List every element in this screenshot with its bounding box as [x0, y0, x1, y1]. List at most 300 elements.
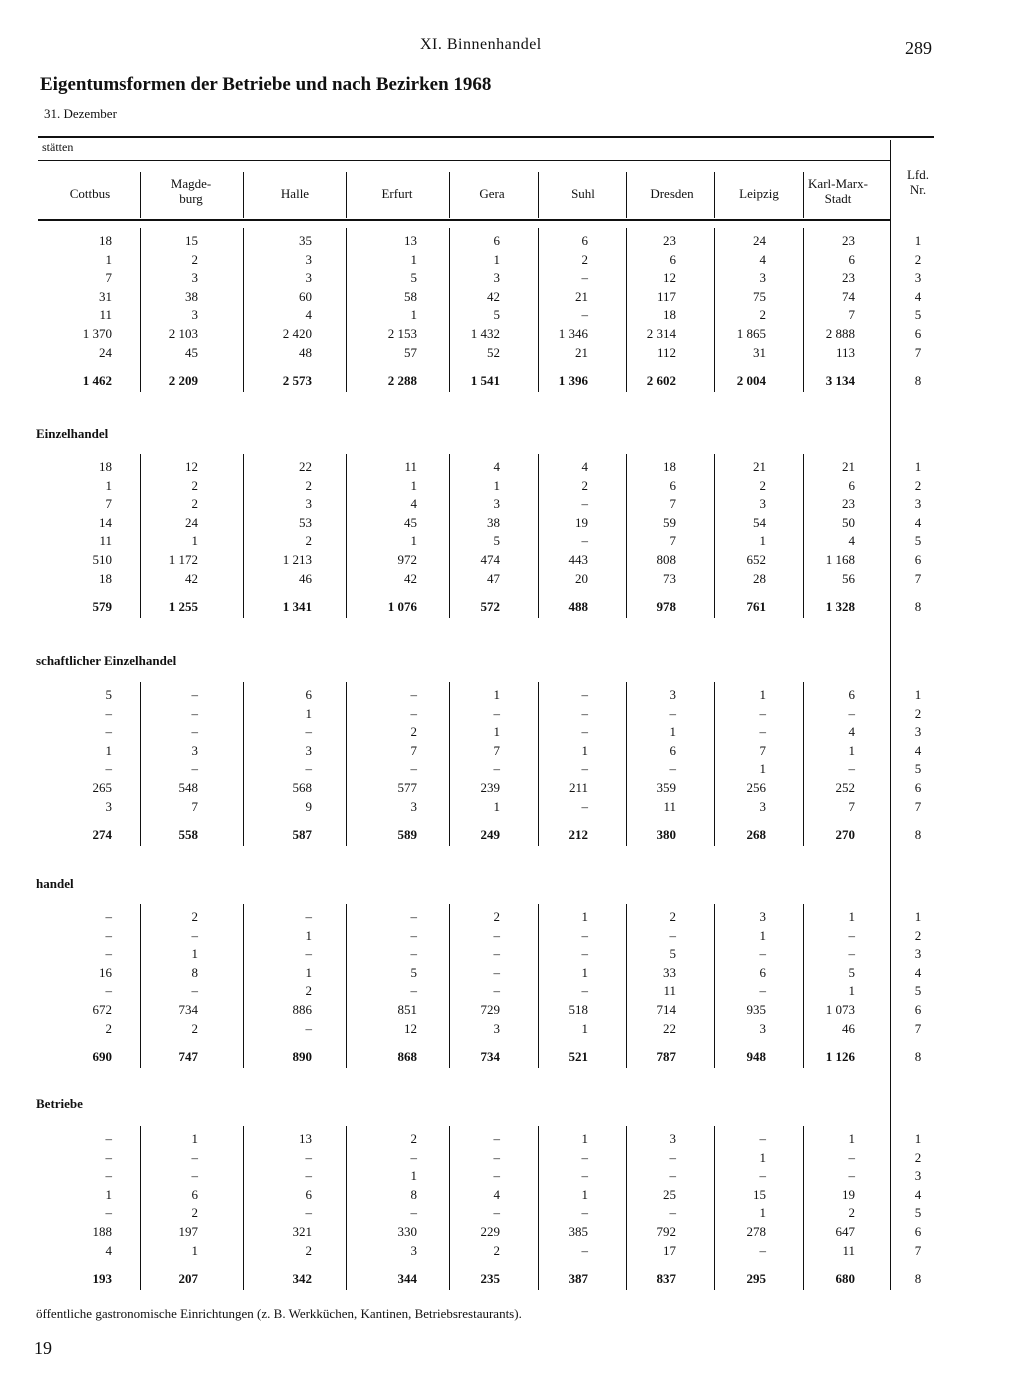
total-cell: 1 541 — [470, 373, 500, 389]
table-cell: 11 — [99, 307, 112, 323]
table-cell: 3 — [759, 909, 766, 924]
table-cell: 4 — [848, 724, 855, 740]
table-cell: 4 — [305, 307, 312, 323]
total-cell: 1 255 — [168, 599, 198, 615]
table-cell: 3 — [191, 270, 198, 286]
table-cell: – — [191, 761, 198, 777]
table-cell: – — [105, 983, 112, 999]
table-cell: 7 — [105, 270, 112, 286]
table-cell: – — [105, 705, 112, 721]
total-cell: 193 — [92, 1271, 112, 1287]
table-cell: 21 — [753, 459, 766, 474]
table-cell: – — [105, 761, 112, 777]
table-cell: 3 — [914, 496, 922, 512]
table-cell: 6 — [493, 233, 500, 248]
table-cell: 13 — [299, 1131, 312, 1146]
table-cell: 1 — [581, 1131, 588, 1146]
table-cell: 12 — [663, 270, 676, 286]
table-cell: 3 — [305, 496, 312, 512]
table-cell: – — [493, 983, 500, 999]
table-cell: 50 — [842, 514, 855, 530]
total-cell: 589 — [397, 827, 417, 843]
table-cell: 7 — [914, 1242, 922, 1258]
table-cell: 5 — [410, 270, 417, 286]
table-cell: 14 — [99, 514, 112, 530]
table-cell: 6 — [669, 477, 676, 493]
table-cell: 1 — [493, 687, 500, 702]
footer-page-number: 19 — [34, 1338, 52, 1358]
table-cell: – — [581, 705, 588, 721]
table-cell: 197 — [178, 1224, 198, 1239]
table-cell: 5 — [105, 687, 112, 702]
total-cell: 249 — [480, 827, 500, 843]
table-cell: 6 — [191, 1186, 198, 1202]
table-cell: 792 — [656, 1224, 676, 1239]
table-cell: 59 — [663, 514, 676, 530]
table-cell: – — [759, 983, 766, 999]
table-cell: 1 — [105, 477, 112, 493]
table-cell: 75 — [753, 288, 766, 304]
table-cell: 1 — [914, 233, 922, 248]
table-cell: 321 — [292, 1224, 312, 1239]
table-cell: 1 — [581, 1186, 588, 1202]
table-cell: – — [105, 1168, 112, 1184]
table-cell: – — [669, 705, 676, 721]
table-cell: 211 — [568, 780, 588, 795]
table-cell: 5 — [848, 964, 855, 980]
table-cell: 1 — [759, 1205, 766, 1221]
table-cell: 2 — [305, 533, 312, 549]
table-cell: 3 — [759, 270, 766, 286]
table-cell: 113 — [835, 344, 855, 360]
table-cell: – — [305, 761, 312, 777]
table-cell: – — [105, 946, 112, 962]
footnote: öffentliche gastronomische Einrichtungen (z. B. Werkküchen, Kantinen, Betriebsrestaurants). — [36, 1306, 522, 1321]
table-cell: 2 — [493, 909, 500, 924]
table-cell: 1 — [191, 1242, 198, 1258]
table-cell: 5 — [669, 946, 676, 962]
table-cell: – — [493, 964, 500, 980]
table-cell: 1 — [759, 533, 766, 549]
table-cell: 1 172 — [168, 552, 198, 567]
table-cell: 45 — [185, 344, 198, 360]
table-cell: 972 — [397, 552, 417, 567]
table-cell: 5 — [493, 307, 500, 323]
table-cell: 4 — [914, 1186, 922, 1202]
table-cell: 3 — [410, 798, 417, 814]
table-cell: 265 — [92, 780, 112, 795]
table-cell: 2 — [581, 251, 588, 267]
total-cell: 2 004 — [736, 373, 766, 389]
table-cell: – — [759, 1168, 766, 1184]
table-cell: 54 — [753, 514, 766, 530]
table-cell: 652 — [746, 552, 766, 567]
total-cell: 2 573 — [282, 373, 312, 389]
table-cell: 1 — [669, 724, 676, 740]
total-cell: 558 — [178, 827, 198, 843]
total-cell: 2 209 — [168, 373, 198, 389]
table-cell: 7 — [914, 1020, 922, 1036]
table-cell: 1 — [410, 533, 417, 549]
table-cell: 58 — [404, 288, 417, 304]
table-cell: 577 — [397, 780, 417, 795]
total-cell: 787 — [656, 1049, 676, 1065]
table-cell: – — [581, 927, 588, 943]
table-cell: – — [669, 761, 676, 777]
table-cell: – — [581, 270, 588, 286]
table-cell: 2 888 — [825, 326, 855, 341]
table-cell: 4 — [914, 288, 922, 304]
table-cell: 11 — [663, 983, 676, 999]
table-cell: – — [191, 1149, 198, 1165]
table-cell: 24 — [753, 233, 766, 248]
table-cell: 11 — [663, 798, 676, 814]
total-cell: 734 — [480, 1049, 500, 1065]
table-cell: 1 — [914, 1131, 922, 1146]
table-cell: – — [105, 1205, 112, 1221]
table-cell: 2 — [410, 1131, 417, 1146]
table-cell: 2 — [581, 477, 588, 493]
table-cell: 4 — [914, 964, 922, 980]
table-cell: – — [669, 1205, 676, 1221]
table-cell: 2 — [191, 496, 198, 512]
table-cell: 3 — [191, 307, 198, 323]
table-cell: 3 — [305, 270, 312, 286]
table-cell: 2 — [669, 909, 676, 924]
table-cell: 5 — [914, 983, 922, 999]
table-cell: – — [759, 724, 766, 740]
table-cell: 1 — [191, 1131, 198, 1146]
total-cell: 521 — [568, 1049, 588, 1065]
table-cell: – — [410, 705, 417, 721]
table-cell: 31 — [99, 288, 112, 304]
table-cell: 5 — [914, 761, 922, 777]
table-cell: 7 — [669, 496, 676, 512]
table-cell: 38 — [185, 288, 198, 304]
table-cell: 6 — [669, 742, 676, 758]
table-cell: 31 — [753, 344, 766, 360]
table-cell: 7 — [914, 798, 922, 814]
table-cell: 1 — [493, 798, 500, 814]
table-cell: 7 — [105, 496, 112, 512]
table-cell: 53 — [299, 514, 312, 530]
column-header: Karl-Marx- Stadt — [808, 176, 868, 206]
table-cell: 2 — [493, 1242, 500, 1258]
table-cell: 57 — [404, 344, 417, 360]
table-cell: 3 — [493, 1020, 500, 1036]
table-cell: 23 — [842, 233, 855, 248]
table-cell: 18 — [663, 459, 676, 474]
table-cell: 568 — [292, 780, 312, 795]
table-cell: 7 — [493, 742, 500, 758]
table-cell: 6 — [305, 687, 312, 702]
table-cell: – — [759, 1131, 766, 1146]
table-cell: 18 — [99, 233, 112, 248]
total-cell: 579 — [92, 599, 112, 615]
table-cell: 2 153 — [387, 326, 417, 341]
table-cell: 46 — [842, 1020, 855, 1036]
table-cell: 6 — [759, 964, 766, 980]
table-cell: 647 — [835, 1224, 855, 1239]
table-cell: 672 — [92, 1002, 112, 1017]
table-cell: 2 — [105, 1020, 112, 1036]
table-cell: 2 — [191, 477, 198, 493]
table-cell: 3 — [914, 1168, 922, 1184]
chapter-heading: XI. Binnenhandel — [420, 36, 542, 53]
table-cell: 1 — [848, 1131, 855, 1146]
total-cell: 1 328 — [825, 599, 855, 615]
section-label: handel — [36, 876, 74, 891]
table-cell: 510 — [92, 552, 112, 567]
table-cell: 2 — [191, 251, 198, 267]
table-cell: – — [493, 761, 500, 777]
table-cell: 22 — [299, 459, 312, 474]
table-cell: 3 — [914, 270, 922, 286]
table-cell: 1 — [410, 1168, 417, 1184]
table-cell: 1 — [493, 477, 500, 493]
table-cell: – — [410, 909, 417, 924]
table-cell: 851 — [397, 1002, 417, 1017]
total-cell: 3 134 — [825, 373, 855, 389]
table-cell: 2 — [191, 1020, 198, 1036]
table-cell: 1 — [581, 742, 588, 758]
table-cell: – — [669, 1149, 676, 1165]
table-cell: 6 — [914, 1002, 922, 1017]
table-cell: 2 314 — [646, 326, 676, 341]
table-cell: 3 — [914, 724, 922, 740]
table-cell: 2 — [848, 1205, 855, 1221]
total-cell: 680 — [835, 1271, 855, 1287]
table-cell: – — [493, 927, 500, 943]
header-top-rule — [38, 136, 934, 138]
table-cell: 714 — [656, 1002, 676, 1017]
total-cell: 690 — [92, 1049, 112, 1065]
table-cell: – — [305, 1149, 312, 1165]
table-cell: 1 — [493, 724, 500, 740]
table-cell: 3 — [410, 1242, 417, 1258]
table-cell: 3 — [759, 1020, 766, 1036]
table-cell: 47 — [487, 570, 500, 586]
table-cell: 46 — [299, 570, 312, 586]
table-cell: 18 — [99, 459, 112, 474]
table-cell: 13 — [404, 233, 417, 248]
table-cell: 1 — [581, 909, 588, 924]
total-cell: 8 — [914, 1271, 922, 1287]
table-cell: 3 — [305, 742, 312, 758]
table-cell: – — [191, 1168, 198, 1184]
table-cell: 2 — [191, 1205, 198, 1221]
total-cell: 274 — [92, 827, 112, 843]
table-cell: 729 — [480, 1002, 500, 1017]
table-cell: 4 — [914, 514, 922, 530]
table-cell: 7 — [410, 742, 417, 758]
table-cell: 1 — [410, 307, 417, 323]
total-cell: 1 076 — [387, 599, 417, 615]
table-cell: – — [191, 724, 198, 740]
table-cell: 24 — [185, 514, 198, 530]
total-cell: 270 — [835, 827, 855, 843]
table-cell: – — [410, 927, 417, 943]
table-cell: 188 — [92, 1224, 112, 1239]
table-cell: 15 — [185, 233, 198, 248]
table-cell: 2 — [914, 477, 922, 493]
table-cell: 60 — [299, 288, 312, 304]
table-cell: 1 — [759, 927, 766, 943]
table-cell: 1 213 — [282, 552, 312, 567]
table-cell: 4 — [581, 459, 588, 474]
total-cell: 8 — [914, 599, 922, 615]
column-header: Magde- burg — [170, 176, 212, 206]
table-cell: – — [581, 761, 588, 777]
total-cell: 207 — [178, 1271, 198, 1287]
table-cell: 1 — [848, 909, 855, 924]
table-cell: 3 — [105, 798, 112, 814]
column-header: Halle — [280, 186, 310, 201]
table-cell: 2 420 — [282, 326, 312, 341]
table-cell: – — [759, 1242, 766, 1258]
table-cell: 474 — [480, 552, 500, 567]
table-cell: 3 — [759, 798, 766, 814]
page-number: 289 — [905, 38, 932, 58]
table-cell: 3 — [493, 270, 500, 286]
table-cell: 1 — [914, 687, 922, 702]
table-cell: 1 — [759, 761, 766, 777]
section-label: Betriebe — [36, 1096, 83, 1111]
table-cell: 3 — [669, 1131, 676, 1146]
table-cell: 17 — [663, 1242, 676, 1258]
header-divider — [346, 172, 347, 218]
table-cell: 2 — [914, 705, 922, 721]
table-cell: 20 — [575, 570, 588, 586]
table-cell: 7 — [191, 798, 198, 814]
table-cell: 5 — [493, 533, 500, 549]
table-cell: – — [759, 946, 766, 962]
table-cell: – — [669, 927, 676, 943]
table-cell: 1 — [581, 1020, 588, 1036]
table-cell: 6 — [914, 552, 922, 567]
table-cell: 4 — [410, 496, 417, 512]
table-cell: 117 — [656, 288, 676, 304]
table-cell: 2 103 — [168, 326, 198, 341]
table-cell: 1 — [105, 251, 112, 267]
table-cell: 1 — [305, 705, 312, 721]
table-cell: 3 — [493, 496, 500, 512]
total-cell: 1 341 — [282, 599, 312, 615]
table-cell: – — [581, 1149, 588, 1165]
table-cell: 330 — [397, 1224, 417, 1239]
table-cell: 42 — [487, 288, 500, 304]
table-cell: 7 — [669, 533, 676, 549]
table-cell: 2 — [759, 307, 766, 323]
header-sub-rule — [38, 160, 890, 161]
table-cell: – — [581, 496, 588, 512]
table-cell: – — [581, 1242, 588, 1258]
table-cell: – — [410, 761, 417, 777]
table-cell: – — [669, 1168, 676, 1184]
total-cell: 572 — [480, 599, 500, 615]
table-cell: 443 — [568, 552, 588, 567]
total-cell: 978 — [656, 599, 676, 615]
table-cell: – — [305, 724, 312, 740]
table-cell: 2 — [914, 251, 922, 267]
table-cell: 9 — [305, 798, 312, 814]
table-cell: – — [410, 1205, 417, 1221]
table-cell: 16 — [99, 964, 112, 980]
table-cell: 229 — [480, 1224, 500, 1239]
table-cell: – — [105, 909, 112, 924]
table-cell: 5 — [914, 533, 922, 549]
table-cell: 5 — [914, 307, 922, 323]
table-cell: 4 — [914, 742, 922, 758]
table-cell: 2 — [410, 724, 417, 740]
header-divider — [243, 172, 244, 218]
table-cell: – — [759, 705, 766, 721]
table-cell: 1 — [305, 927, 312, 943]
table-cell: – — [105, 1149, 112, 1165]
table-cell: – — [191, 983, 198, 999]
table-cell: – — [105, 724, 112, 740]
table-cell: 935 — [746, 1002, 766, 1017]
total-cell: 380 — [656, 827, 676, 843]
table-cell: 8 — [410, 1186, 417, 1202]
table-cell: 2 — [914, 927, 922, 943]
table-cell: 48 — [299, 344, 312, 360]
table-cell: – — [848, 761, 855, 777]
table-cell: 1 168 — [825, 552, 855, 567]
table-cell: – — [581, 946, 588, 962]
total-cell: 488 — [568, 599, 588, 615]
column-header: Cottbus — [69, 186, 111, 201]
stub-header-label: stätten — [42, 140, 74, 154]
table-cell: – — [105, 927, 112, 943]
table-cell: 1 — [410, 477, 417, 493]
section-label: Einzelhandel — [36, 426, 109, 441]
table-cell: 1 — [848, 983, 855, 999]
table-cell: 1 — [410, 251, 417, 267]
table-cell: 1 370 — [82, 326, 112, 341]
table-cell: – — [848, 1149, 855, 1165]
column-header: Leipzig — [739, 186, 779, 201]
table-cell: 2 — [305, 477, 312, 493]
table-cell: 734 — [178, 1002, 198, 1017]
table-cell: 3 — [669, 687, 676, 702]
table-cell: 28 — [753, 570, 766, 586]
table-cell: 1 — [759, 687, 766, 702]
table-cell: 4 — [759, 251, 766, 267]
table-cell: 2 — [759, 477, 766, 493]
section-label: schaftlicher Einzelhandel — [36, 653, 177, 668]
table-cell: – — [493, 946, 500, 962]
table-cell: – — [493, 1205, 500, 1221]
total-cell: 235 — [480, 1271, 500, 1287]
total-cell: 1 126 — [825, 1049, 855, 1065]
table-cell: – — [581, 687, 588, 702]
total-cell: 587 — [292, 827, 312, 843]
table-cell: 23 — [842, 270, 855, 286]
table-cell: 6 — [581, 233, 588, 248]
table-cell: 25 — [663, 1186, 676, 1202]
table-cell: – — [581, 798, 588, 814]
table-cell: 42 — [185, 570, 198, 586]
table-cell: – — [848, 1168, 855, 1184]
table-cell: – — [191, 927, 198, 943]
table-cell: 7 — [914, 570, 922, 586]
table-cell: 6 — [669, 251, 676, 267]
table-cell: 886 — [292, 1002, 312, 1017]
table-cell: 278 — [746, 1224, 766, 1239]
table-cell: 1 432 — [470, 326, 500, 341]
table-cell: 74 — [842, 288, 855, 304]
